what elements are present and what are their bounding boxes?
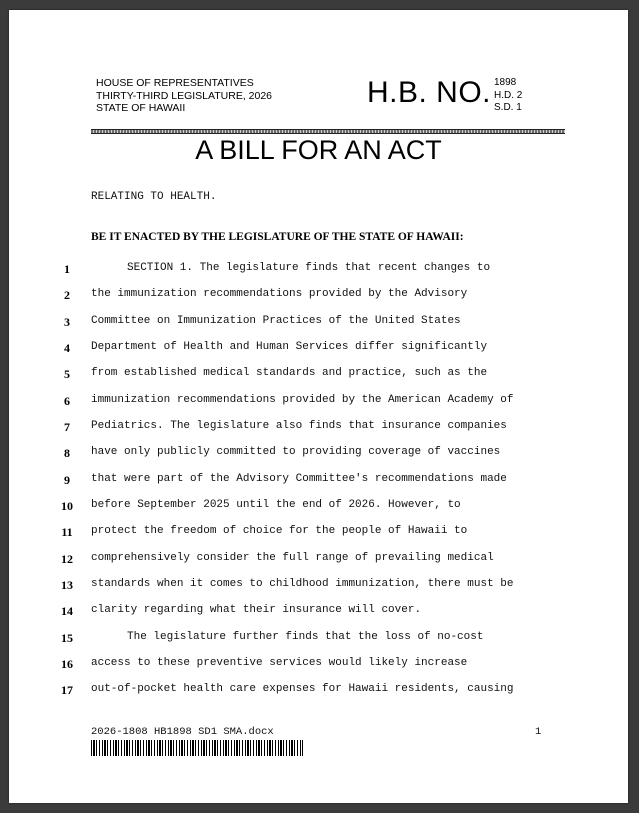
chamber-line: STATE OF HAWAII: [96, 102, 186, 114]
line-text: The legislature further finds that the loss of no-cost: [127, 631, 484, 643]
footer-filename: 2026-1808 HB1898 SD1 SMA.docx: [91, 726, 274, 738]
line-text: before September 2025 until the end of 2026. However, to: [91, 499, 461, 511]
document-page: [9, 10, 628, 803]
line-number: 12: [61, 552, 73, 566]
chamber-info: [96, 77, 272, 115]
line-text: Pediatrics. The legislature also finds that insurance companies: [91, 420, 507, 432]
senate-draft: S.D. 1: [494, 102, 522, 113]
line-text: from established medical standards and practice, such as the: [91, 367, 488, 379]
bill-codes: [494, 77, 522, 115]
line-number: 1: [64, 262, 70, 276]
line-text: out-of-pocket health care expenses for Hawaii residents, causing: [91, 683, 514, 695]
relating-clause: RELATING TO HEALTH.: [91, 191, 217, 203]
line-number: 4: [64, 341, 70, 355]
line-number: 9: [64, 473, 70, 487]
line-number: 10: [61, 499, 73, 513]
line-number: 3: [64, 315, 70, 329]
line-text: Committee on Immunization Practices of the United States: [91, 315, 461, 327]
bill-number: 1898: [494, 77, 517, 88]
line-text: protect the freedom of choice for the people of Hawaii to: [91, 525, 468, 537]
line-text: have only publicly committed to providing coverage of vaccines: [91, 446, 501, 458]
line-text: comprehensively consider the full range of prevailing medical: [91, 552, 494, 564]
line-number: 11: [61, 525, 73, 539]
line-number: 17: [61, 683, 73, 697]
line-number: 6: [64, 394, 70, 408]
line-text: standards when it comes to childhood immunization, there must be: [91, 578, 514, 590]
line-number: 8: [64, 446, 70, 460]
line-number: 15: [61, 631, 73, 645]
line-text: Department of Health and Human Services differ significantly: [91, 341, 488, 353]
chamber-line: HOUSE OF REPRESENTATIVES: [96, 77, 254, 89]
house-draft: H.D. 2: [494, 89, 523, 101]
enacting-clause: BE IT ENACTED BY THE LEGISLATURE OF THE STATE OF HAWAII:: [91, 231, 464, 243]
line-number: 5: [64, 367, 70, 381]
line-text: SECTION 1. The legislature finds that recent changes to: [127, 262, 491, 274]
line-text: the immunization recommendations provided by the Advisory: [91, 288, 468, 300]
line-text: that were part of the Advisory Committee's recommendations made: [91, 473, 507, 485]
line-text: access to these preventive services would likely increase: [91, 657, 468, 669]
line-number: 2: [64, 288, 70, 302]
line-text: clarity regarding what their insurance will cover.: [91, 604, 422, 616]
document-barcode: [91, 740, 303, 756]
hb-no-label: H.B. NO.: [367, 76, 492, 109]
line-number: 7: [64, 420, 70, 434]
bill-title: A BILL FOR AN ACT: [195, 135, 442, 165]
line-number: 13: [61, 578, 73, 592]
line-text: immunization recommendations provided by the American Academy of: [91, 394, 514, 406]
page-number: 1: [535, 726, 542, 738]
line-number: 14: [61, 604, 73, 618]
line-number: 16: [61, 657, 73, 671]
chamber-line: THIRTY-THIRD LEGISLATURE, 2026: [96, 89, 273, 102]
